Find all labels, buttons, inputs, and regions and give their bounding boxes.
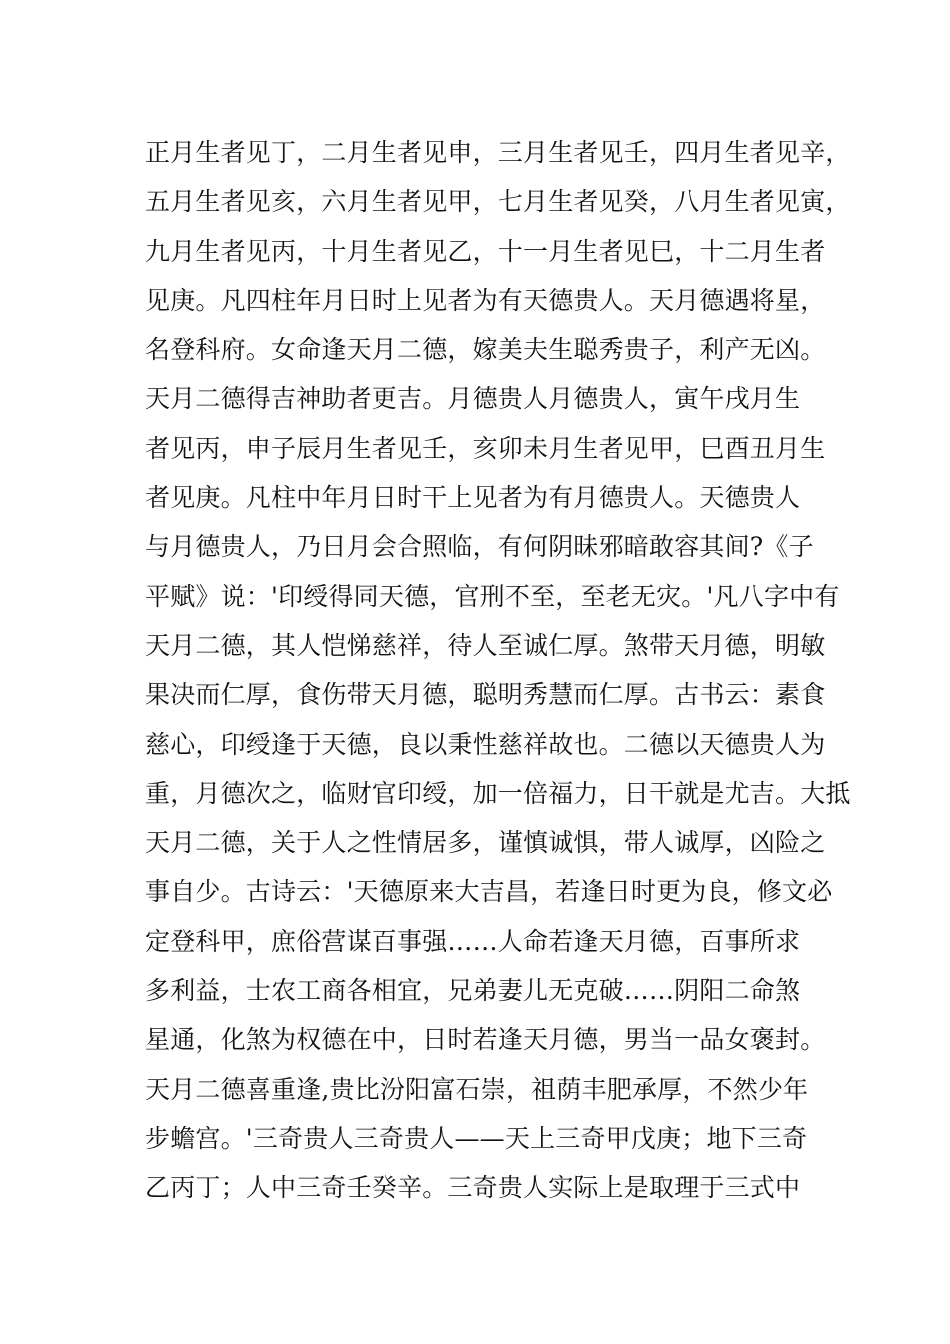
text-line: 定登科甲，庶俗营谋百事强……人命若逢天月德，百事所求 [145, 926, 801, 956]
text-line: 重，月德次之，临财官印绶，加一倍福力，日干就是尤吉。大抵 [145, 778, 851, 808]
text-line: 多利益，士农工商各相宜，兄弟妻儿无克破……阴阳二命煞 [145, 976, 801, 1006]
text-line: 见庚。凡四柱年月日时上见者为有天德贵人。天月德遇将星， [145, 285, 826, 315]
text-line: 乙丙丁；人中三奇壬癸辛。三奇贵人实际上是取理于三式中 [145, 1173, 801, 1203]
body-text [145, 128, 851, 1213]
text-line: 平赋》说：'印绶得同天德，官刑不至，至老无灾。'凡八字中有 [145, 581, 840, 611]
text-line: 慈心，印绶逢于天德，良以秉性慈祥故也。二德以天德贵人为 [145, 729, 826, 759]
text-line: 名登科府。女命逢天月二德，嫁美夫生聪秀贵子，利产无凶。 [145, 335, 826, 365]
text-line: 与月德贵人，乃日月会合照临，有何阴昧邪暗敢容其间?《子 [145, 532, 814, 562]
text-line: 九月生者见丙，十月生者见乙，十一月生者见巳，十二月生者 [145, 236, 826, 266]
text-line: 步蟾宫。'三奇贵人三奇贵人——天上三奇甲戊庚；地下三奇 [145, 1123, 808, 1153]
text-line: 果决而仁厚，食伤带天月德，聪明秀慧而仁厚。古书云：素食 [145, 680, 826, 710]
text-line: 者见庚。凡柱中年月日时干上见者为有月德贵人。天德贵人 [145, 483, 801, 513]
text-line: 五月生者见亥，六月生者见甲，七月生者见癸，八月生者见寅， [145, 187, 851, 217]
text-line: 天月二德，关于人之性情居多，谨慎诚惧，带人诚厚，凶险之 [145, 828, 826, 858]
text-line: 正月生者见丁，二月生者见申，三月生者见壬，四月生者见辛， [145, 138, 851, 167]
text-line: 天月二德得吉神助者更吉。月德贵人月德贵人，寅午戌月生 [145, 384, 801, 414]
text-line: 天月二德喜重逢,贵比汾阳富石崇，祖荫丰肥承厚，不然少年 [145, 1074, 809, 1104]
text-line: 天月二德，其人恺悌慈祥，待人至诚仁厚。煞带天月德，明敏 [145, 630, 826, 660]
text-line: 事自少。古诗云：'天德原来大吉昌，若逢日时更为良，修文必 [145, 877, 833, 907]
text-line: 者见丙，申子辰月生者见壬，亥卯未月生者见甲，巳酉丑月生 [145, 433, 826, 463]
text-line: 星通，化煞为权德在中，日时若逢天月德，男当一品女褒封。 [145, 1025, 826, 1055]
